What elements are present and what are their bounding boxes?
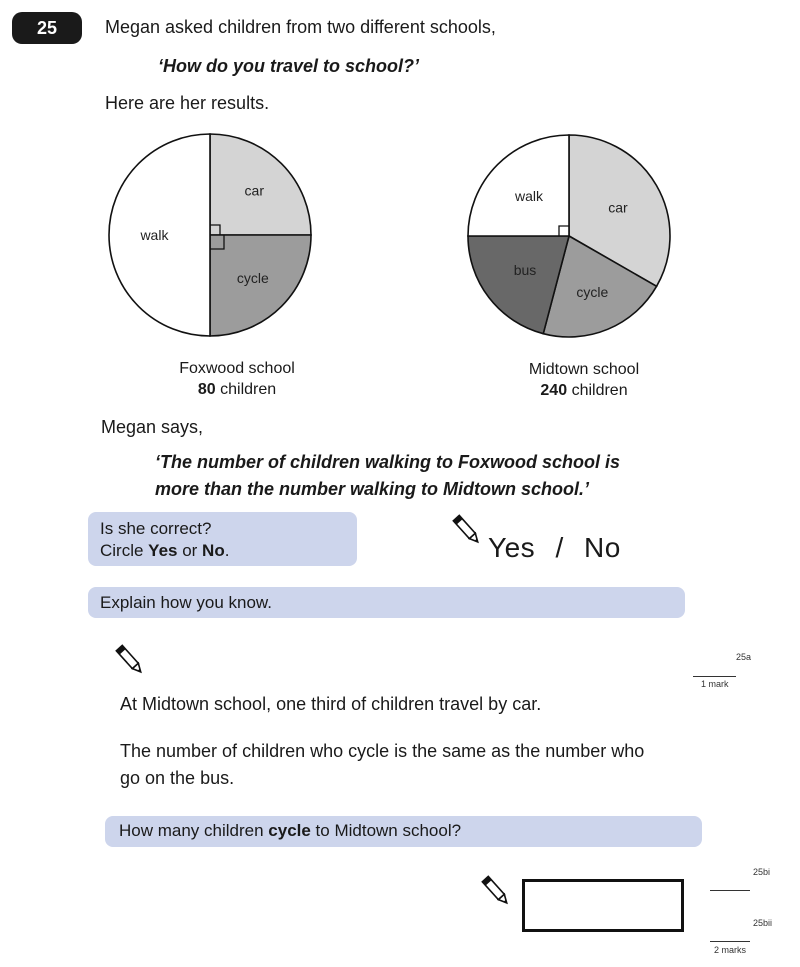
pie-label-bus: bus: [513, 261, 537, 278]
foxwood-count: 80 children: [197, 381, 277, 398]
explanation-answer-area[interactable]: [150, 635, 670, 685]
mark-code-25a: 25a: [736, 652, 752, 662]
mark-label-25b: 2 marks: [714, 945, 747, 955]
pencil-icon: [452, 513, 482, 547]
pie-label-cycle: cycle: [576, 283, 609, 300]
mark-code-25bii: 25bii: [753, 918, 773, 928]
info-cycle-bus-line-1: The number of children who cycle is the same as the number who: [120, 741, 645, 761]
foxwood-title: Foxwood school: [179, 360, 295, 377]
pie-slice-walk: [468, 135, 569, 236]
yes-option[interactable]: Yes: [488, 532, 536, 563]
pie-label-walk: walk: [140, 227, 169, 243]
midtown-count: 240 children: [540, 382, 628, 399]
explain-text: Explain how you know.: [100, 593, 272, 612]
statement-lead: Megan says,: [101, 417, 204, 437]
pencil-icon: [115, 643, 145, 677]
pie-chart-foxwood: [109, 134, 311, 336]
question-intro: Megan asked children from two different schools,: [105, 17, 496, 37]
midtown-title: Midtown school: [528, 361, 640, 378]
pie-label-car: car: [608, 199, 628, 216]
no-option[interactable]: No: [584, 532, 621, 563]
midtown-caption: [484, 359, 684, 401]
mark-label-25a: 1 mark: [701, 679, 729, 689]
question-quote: ‘How do you travel to school?’: [158, 56, 420, 76]
mark-rule-25bii: [710, 941, 750, 942]
pie-charts: [0, 120, 800, 350]
mark-rule-25a: [693, 676, 736, 677]
pie-chart-midtown: [468, 135, 670, 337]
cycle-question-panel: [105, 816, 702, 847]
correct-prompt-text: [100, 518, 229, 562]
explain-panel: [88, 587, 685, 618]
info-car-third: At Midtown school, one third of children travel by car.: [120, 694, 542, 714]
circle-instruction: Circle Yes or No.: [100, 541, 230, 560]
results-line: Here are her results.: [105, 93, 270, 113]
statement-line-1: ‘The number of children walking to Foxwood school is: [155, 452, 621, 472]
info-cycle-bus-line-2: go on the bus.: [120, 768, 235, 788]
cycle-answer-box[interactable]: [522, 879, 684, 932]
foxwood-caption: [137, 358, 337, 400]
pie-label-car: car: [244, 182, 265, 199]
yes-no-separator: /: [555, 532, 564, 563]
question-number: 25: [12, 12, 82, 44]
correct-question: Is she correct?: [100, 519, 212, 538]
mark-rule-25bi: [710, 890, 750, 891]
mark-code-25bi: 25bi: [753, 867, 771, 877]
yes-no-choice: [488, 532, 621, 564]
pencil-icon: [481, 874, 511, 908]
statement-line-2: more than the number walking to Midtown school.’: [155, 479, 590, 499]
correct-prompt-panel: [88, 512, 357, 566]
pie-label-cycle: cycle: [236, 269, 269, 286]
cycle-question-text: How many children cycle to Midtown school?: [119, 821, 462, 840]
pie-label-walk: walk: [514, 188, 544, 205]
